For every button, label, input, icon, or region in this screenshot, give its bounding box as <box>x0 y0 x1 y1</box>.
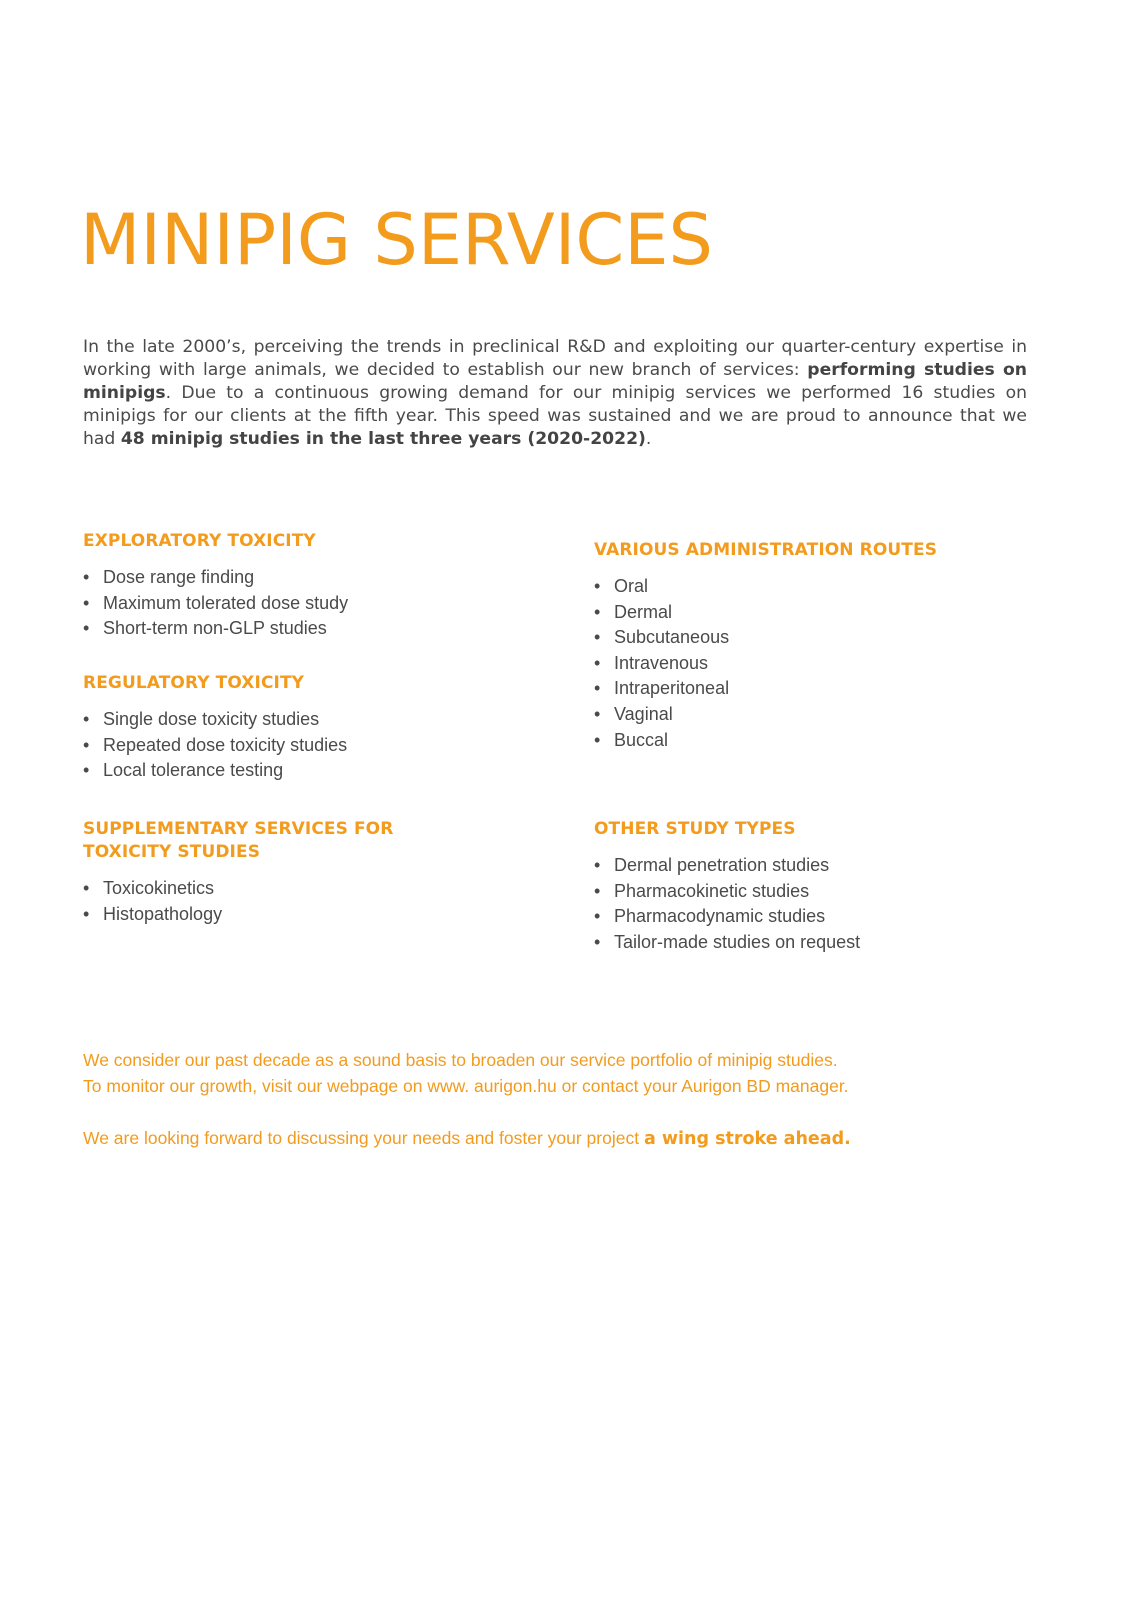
page-title: MINIPIG SERVICES <box>80 199 713 281</box>
section-title: VARIOUS ADMINISTRATION ROUTES <box>594 540 938 560</box>
bullet-list <box>83 565 523 642</box>
section-title-line: TOXICITY STUDIES <box>83 842 261 862</box>
section-title <box>83 818 523 864</box>
list-item: • Single dose toxicity studies <box>83 707 523 733</box>
list-item: • Pharmacokinetic studies <box>594 879 1034 905</box>
section-other-study-types <box>594 818 1034 955</box>
section-exploratory-toxicity <box>83 530 523 642</box>
intro-text: In the late 2000’s, perceiving the trends in preclinical R&D and exploiting our quarter-century expertise in working with large animals, we decided to establish our new branch of services: <box>83 337 1027 380</box>
list-item: • Pharmacodynamic studies <box>594 904 1034 930</box>
bullet-list <box>594 853 1034 955</box>
intro-text: . Due to a continuous growing demand for our minipig services we performed 16 studies on minipigs for our clients at the fifth year. This speed was sustained and we are proud to announce that we had <box>83 383 1027 449</box>
section-supplementary-services <box>83 818 523 927</box>
intro-text: . <box>645 429 652 449</box>
section-administration-routes <box>594 539 1034 753</box>
tagline: a wing stroke ahead. <box>643 1129 851 1149</box>
bullet-list <box>83 876 523 927</box>
list-item: • Dose range finding <box>83 565 523 591</box>
list-item: • Vaginal <box>594 702 1034 728</box>
list-item: • Maximum tolerated dose study <box>83 591 523 617</box>
list-item: • Intraperitoneal <box>594 676 1034 702</box>
list-item: • Local tolerance testing <box>83 758 523 784</box>
closing-block <box>83 1047 1043 1152</box>
list-item: • Short-term non-GLP studies <box>83 616 523 642</box>
list-item: • Dermal penetration studies <box>594 853 1034 879</box>
list-item: • Tailor-made studies on request <box>594 930 1034 956</box>
bullet-list <box>83 707 523 784</box>
section-title: OTHER STUDY TYPES <box>594 819 796 839</box>
closing-line: To monitor our growth, visit our webpage on www. aurigon.hu or contact your Aurigon BD manager. <box>83 1076 849 1096</box>
list-item: • Buccal <box>594 728 1034 754</box>
section-title-line: SUPPLEMENTARY SERVICES FOR <box>83 819 394 839</box>
spacer <box>83 1099 1043 1125</box>
intro-paragraph <box>83 336 1027 451</box>
list-item: • Oral <box>594 574 1034 600</box>
intro-highlight: 48 minipig studies in the last three years (2020-2022) <box>120 429 646 449</box>
list-item: • Intravenous <box>594 651 1034 677</box>
intro-highlight: performing studies on minipigs <box>83 360 1027 403</box>
section-title: REGULATORY TOXICITY <box>83 673 305 693</box>
bullet-list <box>594 574 1034 753</box>
closing-line <box>83 1125 1043 1152</box>
list-item: • Dermal <box>594 600 1034 626</box>
list-item: • Subcutaneous <box>594 625 1034 651</box>
list-item: • Toxicokinetics <box>83 876 523 902</box>
section-title: EXPLORATORY TOXICITY <box>83 531 316 551</box>
closing-text: We are looking forward to discussing your needs and foster your project <box>83 1128 644 1148</box>
list-item: • Repeated dose toxicity studies <box>83 733 523 759</box>
list-item: • Histopathology <box>83 902 523 928</box>
section-regulatory-toxicity <box>83 672 523 784</box>
closing-line: We consider our past decade as a sound basis to broaden our service portfolio of minipig studies. <box>83 1050 838 1070</box>
